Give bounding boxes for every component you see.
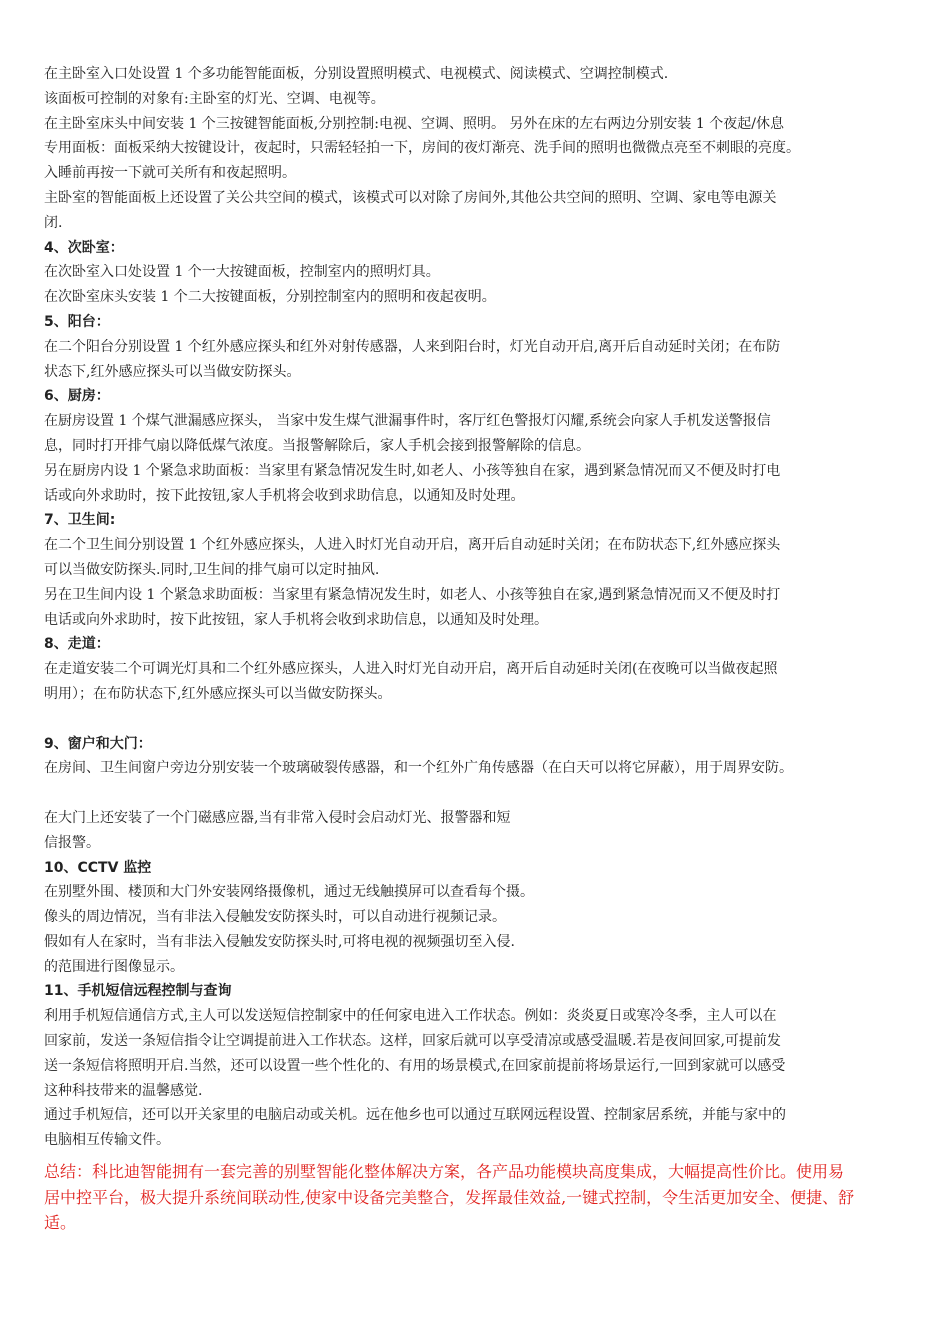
summary-line: 适。 [44,1213,77,1233]
text-line: 在房间、卫生间窗户旁边分别安装一个玻璃破裂传感器，和一个红外广角传感器（在白天可以将它屏蔽），用于周界安防。 [44,760,793,777]
section-heading: 10、CCTV 监控 [44,859,152,876]
text-line: 在别墅外围、楼顶和大门外安装网络摄像机，通过无线触摸屏可以查看每个摄。 [44,884,534,901]
text-line: 专用面板：面板采纳大按键设计，夜起时，只需轻轻拍一下，房间的夜灯渐亮、洗手间的照明也微微点亮至不刺眼的亮度。 [44,140,800,157]
text-line: 可以当做安防探头.同时,卫生间的排气扇可以定时抽风. [44,561,380,578]
summary-line: 居中控平台，极大提升系统间联动性,使家中设备完美整合，发挥最佳效益,一键式控制，令生活更加安全、便捷、舒 [44,1187,855,1207]
text-line: 假如有人在家时，当有非法入侵触发安防探头时,可将电视的视频强切至入侵. [44,933,515,950]
text-line: 该面板可控制的对象有:主卧室的灯光、空调、电视等。 [44,90,385,107]
document-page [44,62,914,1236]
text-line: 在大门上还安装了一个门磁感应器,当有非常入侵时会启动灯光、报警器和短 [44,809,511,826]
text-line: 信报警。 [44,834,100,851]
section-heading: 7、卫生间: [44,512,116,529]
section-heading: 11、手机短信远程控制与查询 [44,983,232,1000]
text-line: 主卧室的智能面板上还设置了关公共空间的模式，该模式可以对除了房间外,其他公共空间的照明、空调、家电等电源关 [44,189,777,206]
text-line: 像头的周边情况，当有非法入侵触发安防探头时，可以自动进行视频记录。 [44,909,506,926]
text-line: 明用）；在布防状态下,红外感应探头可以当做安防探头。 [44,685,392,702]
text-line: 在厨房设置 1 个煤气泄漏感应探头， 当家中发生煤气泄漏事件时，客厅红色警报灯闪耀,系统会向家人手机发送警报信 [44,413,771,430]
section-heading: 4、次卧室： [44,239,124,256]
summary-paragraph [44,1159,914,1236]
section-heading: 8、走道： [44,636,110,653]
text-line: 这种科技带来的温馨感觉. [44,1082,203,1099]
text-line: 在主卧室床头中间安装 1 个三按键智能面板,分别控制:电视、空调、照明。 另外在床的左右两边分别安装 1 个夜起/休息 [44,115,784,132]
text-line: 在次卧室入口处设置 1 个一大按键面板，控制室内的照明灯具。 [44,264,440,281]
text-line: 另在卫生间内设 1 个紧急求助面板：当家里有紧急情况发生时，如老人、小孩等独自在家,遇到紧急情况而又不便及时打 [44,586,781,603]
text-line: 利用手机短信通信方式,主人可以发送短信控制家中的任何家电进入工作状态。例如：炎炎夏日或寒冷冬季，主人可以在 [44,1008,777,1025]
text-line: 在二个阳台分别设置 1 个红外感应探头和红外对射传感器，人来到阳台时，灯光自动开启,离开后自动延时关闭；在布防 [44,338,781,355]
blank-line [44,707,914,732]
text-line: 回家前，发送一条短信指令让空调提前进入工作状态。这样，回家后就可以享受清凉或感受温暖.若是夜间回家,可提前发 [44,1033,781,1050]
text-line: 息，同时打开排气扇以降低煤气浓度。当报警解除后，家人手机会接到报警解除的信息。 [44,437,590,454]
text-line: 电话或向外求助时，按下此按钮，家人手机将会收到求助信息，以通知及时处理。 [44,611,548,628]
text-line: 另在厨房内设 1 个紧急求助面板：当家里有紧急情况发生时,如老人、小孩等独自在家，遇到紧急情况而又不便及时打电 [44,462,781,479]
text-line: 送一条短信将照明开启.当然，还可以设置一些个性化的、有用的场景模式,在回家前提前将场景运行,一回到家就可以感受 [44,1057,786,1074]
text-line: 在走道安装二个可调光灯具和二个红外感应探头，人进入时灯光自动开启，离开后自动延时关闭(在夜晚可以当做夜起照 [44,661,778,678]
section-heading: 5、阳台： [44,313,110,330]
text-line: 状态下,红外感应探头可以当做安防探头。 [44,363,301,380]
text-line: 在主卧室入口处设置 1 个多功能智能面板，分别设置照明模式、电视模式、阅读模式、空调控制模式. [44,66,669,82]
text-line: 在二个卫生间分别设置 1 个红外感应探头，人进入时灯光自动开启，离开后自动延时关闭；在布防状态下,红外感应探头 [44,537,781,554]
text-line: 通过手机短信，还可以开关家里的电脑启动或关机。远在他乡也可以通过互联网远程设置、控制家居系统，并能与家中的 [44,1107,786,1124]
text-line: 话或向外求助时，按下此按钮,家人手机将会收到求助信息，以通知及时处理。 [44,487,525,504]
section-heading: 6、厨房： [44,388,110,405]
text-line: 入睡前再按一下就可关所有和夜起照明。 [44,165,296,182]
text-line: 的范围进行图像显示。 [44,958,184,975]
text-line: 在次卧室床头安装 1 个二大按键面板，分别控制室内的照明和夜起夜明。 [44,289,496,306]
document-body [44,62,914,1153]
blank-line [44,781,914,806]
text-line: 电脑相互传输文件。 [44,1132,170,1149]
section-heading: 9、窗户和大门： [44,735,152,752]
text-line: 闭. [44,214,63,231]
summary-line: 总结：科比迪智能拥有一套完善的别墅智能化整体解决方案，各产品功能模块高度集成，大幅提高性价比。使用易 [44,1162,845,1182]
